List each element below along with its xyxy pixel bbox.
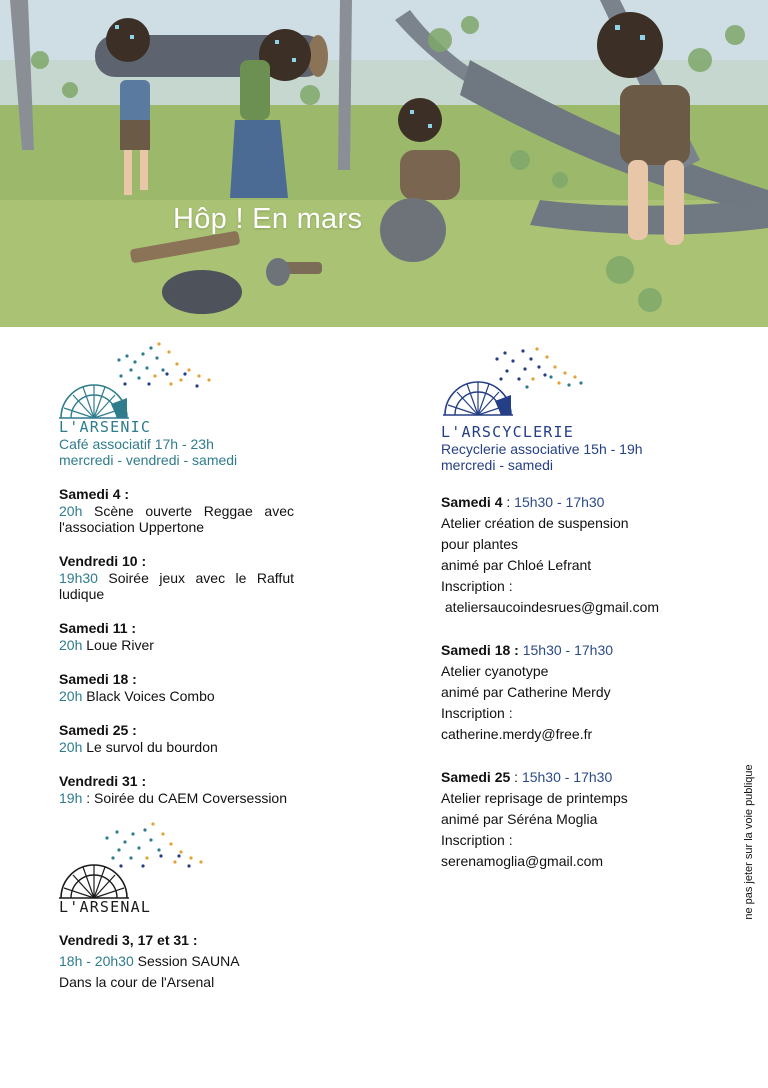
event-line: animé par Chloé Lefrant [441,557,592,573]
event-date: Vendredi 31 : [59,773,147,789]
event-time: 20h [59,739,83,755]
arsenic-tagline: Café associatif 17h - 23h [59,436,214,452]
arscyclerie-event [441,640,711,745]
event-date: Samedi 25 [441,769,511,785]
event-line: Inscription : [441,578,513,594]
event-time: 15h30 - 17h30 [522,642,614,658]
arsenic-days: mercredi - vendredi - samedi [59,452,238,468]
arsenic-logo-text: L'ARSENIC [59,418,152,436]
event-date: Vendredi 10 : [59,553,147,569]
banner-illustration [0,0,768,327]
event-time: 20h [59,688,83,704]
arsenal-logo-text: L'ARSENAL [59,898,152,916]
event-text: Soirée jeux avec le Raffut ludique [59,570,294,602]
forest-scene-illustration [0,0,768,327]
event-line: Atelier création de suspension [441,515,629,531]
event-text: Black Voices Combo [82,688,215,704]
arsenic-event [59,773,294,806]
arsenic-column [59,340,294,993]
arscyclerie-column [441,345,711,872]
event-time: 20h [59,637,83,653]
event-text: Le survol du bourdon [82,739,218,755]
event-text: : Soirée du CAEM Coversession [82,790,287,806]
event-line: Atelier cyanotype [441,663,549,679]
arscyclerie-emblem-icon [441,345,601,417]
arsenic-event [59,553,294,602]
arscyclerie-event [441,767,711,872]
event-separator: : [502,494,515,510]
arsenal-emblem-icon [59,820,219,900]
event-text: Scène ouverte Reggae avec l'association Uppertone [59,503,294,535]
arsenal-logo [59,820,219,900]
side-note: ne pas jeter sur la voie publique [743,764,755,920]
event-time: 19h30 [59,570,98,586]
event-email: serenamoglia@gmail.com [441,853,604,869]
arscyclerie-days: mercredi - samedi [441,457,554,473]
event-line: Inscription : [441,705,513,721]
arscyclerie-tagline: Recyclerie associative 15h - 19h [441,441,643,457]
arsenic-event [59,620,294,653]
event-time: 15h30 - 17h30 [514,494,605,510]
event-separator: : [510,769,522,785]
event-date: Samedi 18 : [441,642,519,658]
event-time: 18h - 20h30 [59,953,134,969]
banner-title: Hôp ! En mars [173,203,363,235]
arsenic-event [59,671,294,704]
event-date: Samedi 4 [441,494,503,510]
event-line: animé par Séréna Moglia [441,811,598,827]
event-email: ateliersaucoindesrues@gmail.com [441,599,660,615]
event-line: animé par Catherine Merdy [441,684,611,700]
arsenic-emblem-icon [59,340,219,420]
arsenic-logo [59,340,219,420]
arsenic-event [59,486,294,535]
event-text: Session SAUNA [133,953,240,969]
event-time: 15h30 - 17h30 [521,769,613,785]
event-place: Dans la cour de l'Arsenal [59,974,215,990]
event-line: Inscription : [441,832,513,848]
arsenal-event [59,930,294,993]
arscyclerie-logo [441,345,601,425]
event-line: Atelier reprisage de printemps [441,790,628,806]
event-date: Samedi 18 : [59,671,137,687]
event-date: Samedi 4 : [59,486,130,502]
event-date: Vendredi 3, 17 et 31 : [59,932,198,948]
event-time: 20h [59,503,83,519]
arsenic-event [59,722,294,755]
arscyclerie-logo-text: L'ARSCYCLERIE [441,423,574,441]
event-time: 19h [59,790,83,806]
event-date: Samedi 25 : [59,722,137,738]
arscyclerie-event [441,492,711,618]
event-date: Samedi 11 : [59,620,137,636]
event-line: pour plantes [441,536,519,552]
event-text: Loue River [82,637,154,653]
event-email: catherine.merdy@free.fr [441,726,593,742]
